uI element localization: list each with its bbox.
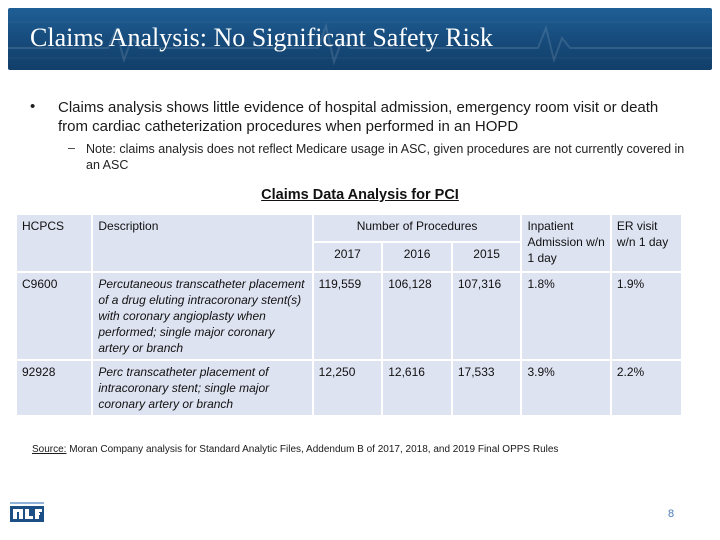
cell-description: Perc transcatheter placement of intracoronary stent; single major coronary artery or branch xyxy=(93,361,311,415)
cell-hcpcs: C9600 xyxy=(17,273,91,359)
claims-table xyxy=(15,213,683,417)
cell-er: 2.2% xyxy=(612,361,681,415)
cell-er: 1.9% xyxy=(612,273,681,359)
table-title: Claims Data Analysis for PCI xyxy=(261,187,459,203)
cell-hcpcs: 92928 xyxy=(17,361,91,415)
cell-2016: 12,616 xyxy=(383,361,451,415)
header-er-visit: ER visit w/n 1 day xyxy=(612,215,681,271)
cell-inpatient: 1.8% xyxy=(522,273,609,359)
bullet-text: Claims analysis shows little evidence of hospital admission, emergency room visit or death from cardiac catheterization procedures when performed in an HOPD xyxy=(58,99,659,135)
source-text: Moran Company analysis for Standard Analytic Files, Addendum B of 2017, 2018, and 2019 Final OPPS Rules xyxy=(66,444,559,455)
slide-title: Claims Analysis: No Significant Safety Risk xyxy=(30,23,493,52)
cell-2017: 12,250 xyxy=(314,361,382,415)
cell-2015: 107,316 xyxy=(453,273,521,359)
header-year-2016: 2016 xyxy=(383,243,451,271)
header-number-of-procedures: Number of Procedures xyxy=(314,215,521,241)
header-hcpcs: HCPCS xyxy=(17,215,91,271)
table-row xyxy=(17,273,681,359)
table-header-row xyxy=(17,215,681,241)
source-label: Source: xyxy=(32,444,67,455)
cell-2015: 17,533 xyxy=(453,361,521,415)
cell-inpatient: 3.9% xyxy=(522,361,609,415)
source-note xyxy=(32,444,712,455)
table-row xyxy=(17,361,681,415)
header-year-2017: 2017 xyxy=(314,243,382,271)
sub-bullet-symbol: – xyxy=(68,141,75,155)
organization-logo xyxy=(10,502,44,526)
header-description: Description xyxy=(93,215,311,271)
title-bar xyxy=(8,8,712,70)
bullet-symbol: • xyxy=(30,98,36,115)
cell-2016: 106,128 xyxy=(383,273,451,359)
page-number: 8 xyxy=(668,508,675,520)
cell-2017: 119,559 xyxy=(314,273,382,359)
header-inpatient-admission: Inpatient Admission w/n 1 day xyxy=(522,215,609,271)
sub-bullet-text: Note: claims analysis does not reflect Medicare usage in ASC, given procedures are not currently covered in an ASC xyxy=(86,142,685,172)
cell-description: Percutaneous transcatheter placement of a drug eluting intracoronary stent(s) with coronary angioplasty when performed; single major coronary artery or branch xyxy=(93,273,311,359)
header-year-2015: 2015 xyxy=(453,243,521,271)
